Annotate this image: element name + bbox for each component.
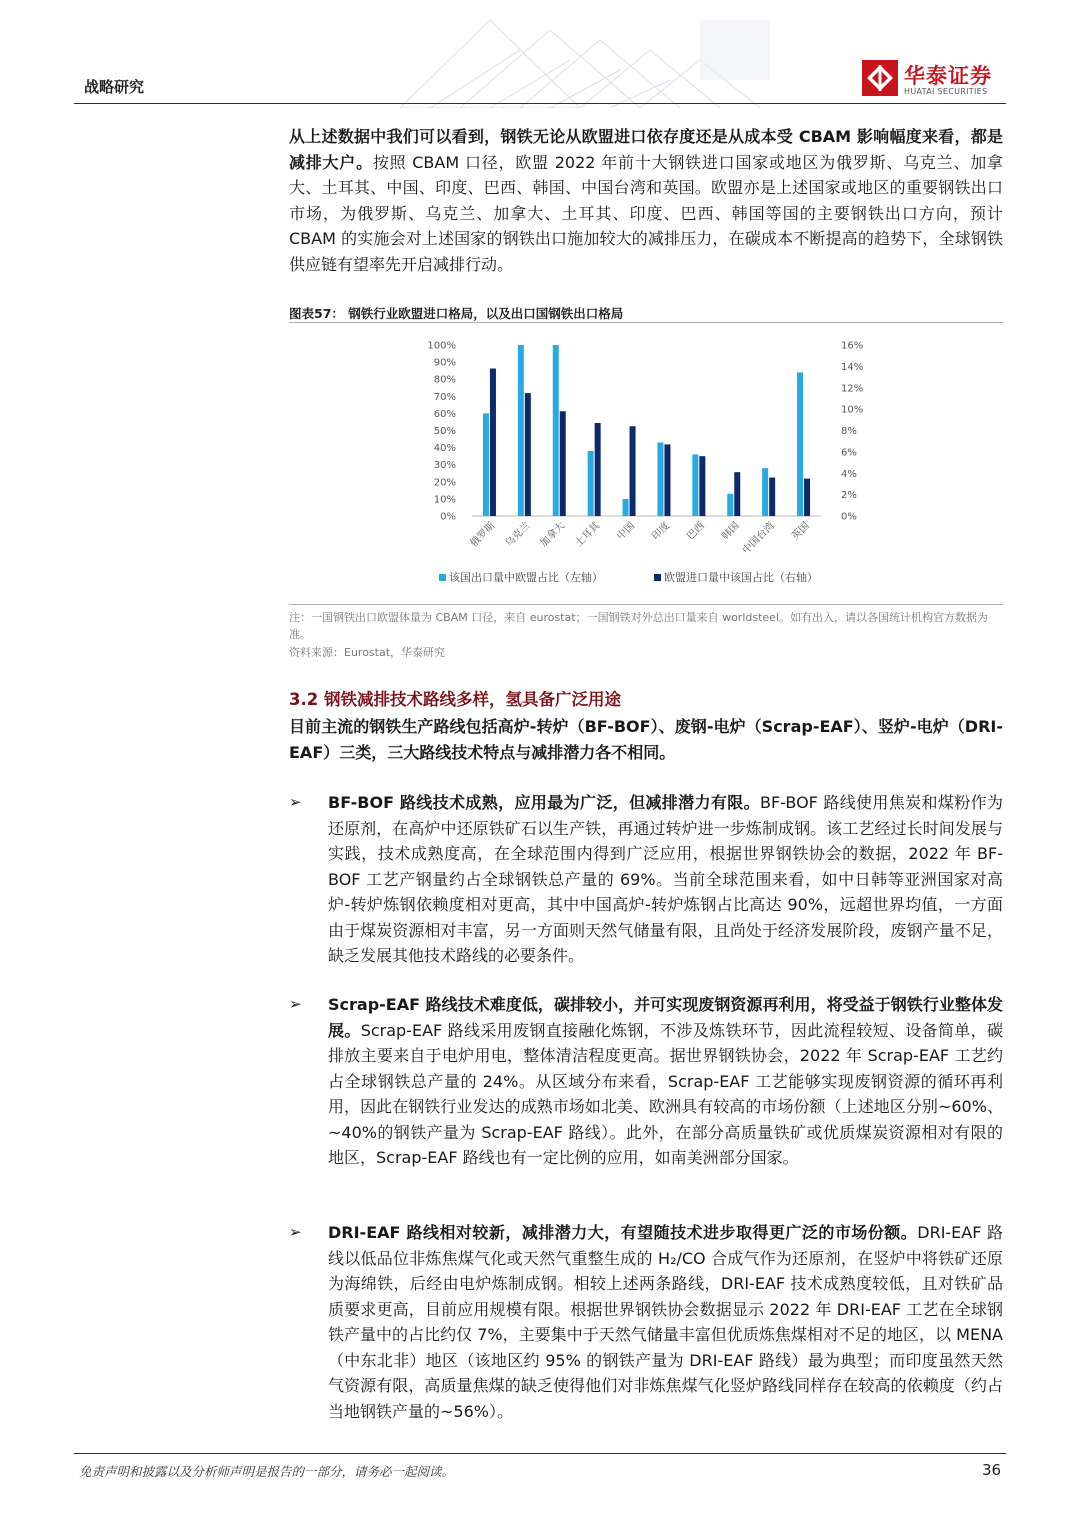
bullet-arrow-icon: ➢ bbox=[289, 995, 302, 1013]
section-intro: 目前主流的钢铁生产路线包括高炉-转炉（BF-BOF）、废钢-电炉（Scrap-EAF）、竖炉-电炉（DRI-EAF）三类，三大路线技术特点与减排潜力各不相同。 bbox=[289, 717, 1003, 762]
figure-note-divider bbox=[289, 604, 1003, 605]
bullet-arrow-icon: ➢ bbox=[289, 793, 302, 811]
category-label: 韩国 bbox=[719, 520, 742, 543]
left-axis-tick-label: 90% bbox=[433, 357, 456, 369]
right-axis-tick-label: 12% bbox=[841, 383, 864, 395]
bullet-text: DRI-EAF 路线以低品位非炼焦煤气化或天然气重整生成的 H₂/CO 合成气作为还原剂，在竖炉中将铁矿还原为海绵铁，后经由电炉炼制成钢。相较上述两条路线，DRI-EAF 技术成熟度较低，且对铁矿品质要求更高，目前应用规模有限。根据世界钢铁协会数据显示 2022 年 DRI-EAF 工艺在全球钢铁产量中的占比约仅 7%，主要集中于天然气储量丰富但优质炼焦煤相对不足的地区，以 MENA（中东北非）地区（该地区约 95% 的钢铁产量为 DRI-EAF 路线）最为典型；而印度虽然天然气资源有限，高质量焦煤的缺乏使得他们对非炼焦煤气化竖炉路线同样存在较高的依赖度（约占当地钢铁产量的~56%）。 bbox=[328, 1223, 1003, 1421]
paragraph-intro bbox=[289, 124, 1003, 278]
bar-eu-share-中国 bbox=[623, 499, 629, 516]
left-axis-tick-label: 100% bbox=[427, 340, 456, 352]
header-title: 战略研究 bbox=[84, 78, 145, 96]
bar-eu-share-印度 bbox=[657, 442, 663, 516]
bullet-bold: Scrap-EAF 路线技术难度低，碳排较小，并可实现废钢资源再利用，将受益于钢铁行业整体发展。 bbox=[328, 995, 1003, 1040]
page-number: 36 bbox=[982, 1461, 1002, 1479]
footer-divider bbox=[74, 1453, 1006, 1454]
bar-import-share-俄罗斯 bbox=[490, 369, 496, 516]
right-axis-tick-label: 4% bbox=[841, 468, 857, 480]
bar-eu-share-巴西 bbox=[692, 454, 698, 516]
bullet-scrap-eaf bbox=[328, 992, 1003, 1171]
right-axis-tick-label: 0% bbox=[841, 511, 857, 523]
legend-label: 该国出口量中欧盟占比（左轴） bbox=[449, 571, 603, 584]
right-axis-tick-label: 14% bbox=[841, 361, 864, 373]
category-label: 俄罗斯 bbox=[468, 520, 498, 550]
category-label: 土耳其 bbox=[573, 520, 603, 550]
figure-title-divider bbox=[289, 322, 1003, 323]
logo-text-en: HUATAI SECURITIES bbox=[904, 87, 988, 96]
bar-eu-share-乌克兰 bbox=[518, 345, 524, 516]
paragraph-intro-bold: 从上述数据中我们可以看到，钢铁无论从欧盟进口依存度还是从成本受 CBAM 影响幅度来看，都是减排大户。 bbox=[289, 127, 1003, 172]
bar-import-share-中国台湾 bbox=[769, 478, 775, 516]
right-axis-tick-label: 10% bbox=[841, 404, 864, 416]
bar-eu-share-韩国 bbox=[727, 494, 733, 516]
legend-swatch bbox=[439, 574, 446, 581]
category-label: 巴西 bbox=[685, 520, 707, 543]
category-label: 印度 bbox=[650, 520, 673, 543]
bullet-text: Scrap-EAF 路线采用废钢直接融化炼钢，不涉及炼铁环节，因此流程较短、设备简单，碳排放主要来自于电炉用电，整体清洁程度更高。据世界钢铁协会，2022 年 Scrap-EAF 工艺约占全球钢铁总产量的 24%。从区域分布来看，Scrap-EAF 工艺能够实现废钢资源的循环再利用，因此在钢铁行业发达的成熟市场如北美、欧洲具有较高的市场份额（上述地区分别~60%、~40%的钢铁产量为 Scrap-EAF 路线）。此外，在部分高质量铁矿或优质煤炭资源相对有限的地区，Scrap-EAF 路线也有一定比例的应用，如南美洲部分国家。 bbox=[328, 1020, 1003, 1167]
category-label: 英国 bbox=[789, 520, 812, 543]
steel-trade-bar-chart bbox=[289, 330, 1003, 595]
category-label: 加拿大 bbox=[538, 520, 568, 550]
bullet-bold: DRI-EAF 路线相对较新，减排潜力大，有望随技术进步取得更广泛的市场份额。 bbox=[328, 1223, 918, 1242]
left-axis-tick-label: 70% bbox=[433, 391, 456, 403]
left-axis-tick-label: 50% bbox=[433, 426, 456, 437]
right-axis-tick-label: 6% bbox=[841, 447, 857, 459]
header-divider bbox=[74, 103, 1006, 104]
left-axis-tick-label: 80% bbox=[433, 374, 456, 386]
left-axis-tick-label: 60% bbox=[433, 408, 456, 420]
bullet-dri-eaf bbox=[328, 1220, 1003, 1424]
bullet-arrow-icon: ➢ bbox=[289, 1223, 302, 1241]
bar-eu-share-英国 bbox=[797, 372, 803, 516]
paragraph-intro-text: 按照 CBAM 口径，欧盟 2022 年前十大钢铁进口国家或地区为俄罗斯、乌克兰、加拿大、土耳其、中国、印度、巴西、韩国、中国台湾和英国。欧盟亦是上述国家或地区的重要钢铁出口市场，为俄罗斯、乌克兰、加拿大、土耳其、印度、巴西、韩国等国的主要钢铁出口方向，预计 CBAM 的实施会对上述国家的钢铁出口施加较大的减排压力，在碳成本不断提高的趋势下，全球钢铁供应链有望率先开启减排行动。 bbox=[289, 152, 1003, 274]
right-axis-tick-label: 8% bbox=[841, 426, 857, 437]
figure-source: 资料来源：Eurostat，华泰研究 bbox=[289, 646, 446, 659]
left-axis-tick-label: 40% bbox=[433, 443, 456, 455]
logo-text-cn: 华泰证券 bbox=[904, 64, 992, 88]
brand-logo bbox=[862, 60, 1012, 102]
bar-import-share-巴西 bbox=[699, 456, 705, 516]
bar-eu-share-土耳其 bbox=[588, 451, 594, 516]
footer-disclaimer: 免责声明和披露以及分析师声明是报告的一部分，请务必一起阅读。 bbox=[79, 1464, 455, 1479]
bullet-bf-bof bbox=[328, 790, 1003, 969]
category-labels bbox=[467, 518, 812, 556]
left-axis-tick-label: 10% bbox=[433, 494, 456, 506]
figure-title: 图表57： 钢铁行业欧盟进口格局，以及出口国钢铁出口格局 bbox=[289, 306, 624, 321]
huatai-logo-icon bbox=[862, 60, 898, 96]
bars bbox=[472, 345, 821, 516]
bullet-bold: BF-BOF 路线技术成熟，应用最为广泛，但减排潜力有限。 bbox=[328, 793, 760, 812]
right-axis-tick-label: 16% bbox=[841, 340, 864, 352]
bar-import-share-印度 bbox=[664, 444, 670, 516]
header-decoration-graphic bbox=[400, 20, 780, 108]
bar-import-share-韩国 bbox=[734, 472, 740, 516]
left-axis bbox=[427, 341, 456, 523]
legend bbox=[439, 570, 818, 584]
section-title: 3.2 钢铁减排技术路线多样，氢具备广泛用途 bbox=[289, 690, 621, 709]
bar-import-share-中国 bbox=[630, 426, 636, 516]
bar-import-share-英国 bbox=[804, 479, 810, 516]
bar-import-share-乌克兰 bbox=[525, 393, 531, 516]
bar-eu-share-加拿大 bbox=[553, 345, 559, 516]
category-label: 中国台湾 bbox=[740, 520, 777, 557]
legend-label: 欧盟进口量中该国占比（右轴） bbox=[664, 571, 818, 584]
bar-import-share-加拿大 bbox=[560, 411, 566, 516]
left-axis-tick-label: 0% bbox=[440, 511, 456, 523]
legend-swatch bbox=[654, 574, 661, 581]
right-axis bbox=[841, 341, 863, 523]
category-label: 中国 bbox=[615, 520, 638, 543]
bar-eu-share-中国台湾 bbox=[762, 468, 768, 516]
bar-import-share-土耳其 bbox=[595, 423, 601, 516]
bullet-text: BF-BOF 路线使用焦炭和煤粉作为还原剂，在高炉中还原铁矿石以生产铁，再通过转炉进一步炼制成钢。该工艺经过长时间发展与实践，技术成熟度高，在全球范围内得到广泛应用，根据世界钢铁协会的数据，2022 年 BF-BOF 工艺产钢量约占全球钢铁总产量的 69%。当前全球范围来看，如中日韩等亚洲国家对高炉-转炉炼钢依赖度相对更高，其中中国高炉-转炉炼钢占比高达 90%，远超世界均值，一方面由于煤炭资源相对丰富，另一方面则天然气储量有限，且尚处于经济发展阶段，废钢产量不足，缺乏发展其他技术路线的必要条件。 bbox=[328, 793, 1003, 965]
category-label: 乌克兰 bbox=[503, 520, 533, 550]
left-axis-tick-label: 20% bbox=[433, 477, 456, 489]
bar-eu-share-俄罗斯 bbox=[483, 413, 489, 516]
figure-note: 注：一国钢铁出口欧盟体量为 CBAM 口径，来自 eurostat；一国钢铁对外总出口量来自 worldsteel。如有出入，请以各国统计机构官方数据为准。 bbox=[289, 611, 988, 641]
left-axis-tick-label: 30% bbox=[433, 460, 456, 472]
right-axis-tick-label: 2% bbox=[841, 490, 857, 502]
